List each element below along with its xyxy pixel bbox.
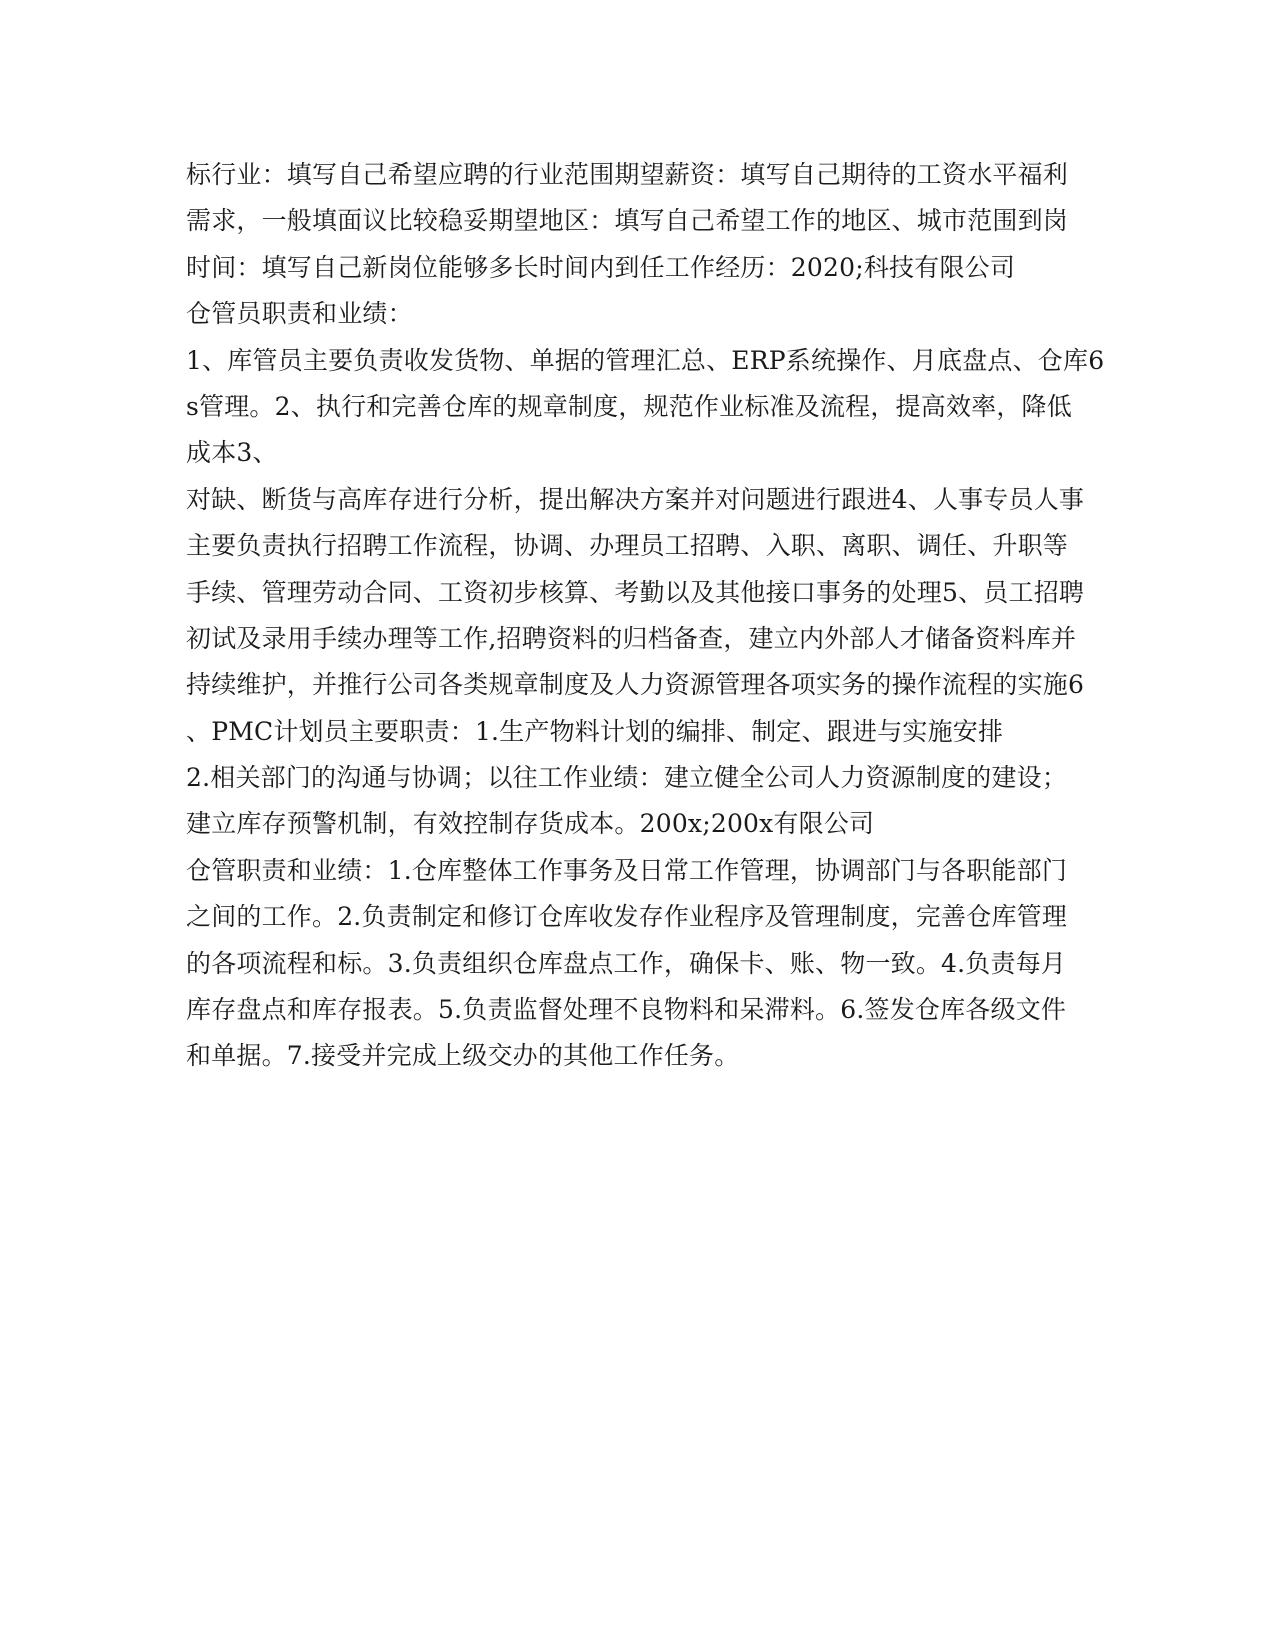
text-line: 之间的工作。2.负责制定和修订仓库收发存作业程序及管理制度，完善仓库管理 bbox=[186, 902, 1068, 932]
text-line: 、PMC计划员主要职责：1.生产物料计划的编排、制定、跟进与实施安排 bbox=[186, 716, 1004, 746]
text-line: 初试及录用手续办理等工作,招聘资料的归档备查，建立内外部人才储备资料库并 bbox=[186, 623, 1077, 653]
text-line: 成本3、 bbox=[186, 438, 278, 468]
text-line: 建立库存预警机制，有效控制存货成本。200x;200x有限公司 bbox=[186, 809, 875, 839]
body-text bbox=[186, 152, 1105, 1080]
text-line: 标行业：填写自己希望应聘的行业范围期望薪资：填写自己期待的工资水平福利 bbox=[186, 160, 1069, 189]
text-line: 持续维护，并推行公司各类规章制度及人力资源管理各项实务的操作流程的实施6 bbox=[186, 670, 1085, 700]
text-line: 的各项流程和标。3.负责组织仓库盘点工作，确保卡、账、物一致。4.负责每月 bbox=[186, 948, 1067, 978]
text-line: 和单据。7.接受并完成上级交办的其他工作任务。 bbox=[186, 1041, 740, 1071]
text-line: 库存盘点和库存报表。5.负责监督处理不良物料和呆滞料。6.签发仓库各级文件 bbox=[186, 995, 1067, 1025]
text-line: 时间：填写自己新岗位能够多长时间内到任工作经历：2020;科技有限公司 bbox=[186, 252, 1016, 282]
text-line: 手续、管理劳动合同、工资初步核算、考勤以及其他接口事务的处理5、员工招聘 bbox=[186, 577, 1085, 607]
text-line: 1、库管员主要负责收发货物、单据的管理汇总、ERP系统操作、月底盘点、仓库6 bbox=[186, 345, 1105, 375]
text-line: 需求，一般填面议比较稳妥期望地区：填写自己希望工作的地区、城市范围到岗 bbox=[186, 206, 1069, 236]
text-line: 仓管职责和业绩：1.仓库整体工作事务及日常工作管理，协调部门与各职能部门 bbox=[186, 855, 1068, 885]
section-heading: 仓管员职责和业绩： bbox=[186, 299, 413, 329]
text-line: s管理。2、执行和完善仓库的规章制度，规范作业标准及流程，提高效率，降低 bbox=[186, 391, 1072, 421]
text-line: 对缺、断货与高库存进行分析，提出解决方案并对问题进行跟进4、人事专员人事 bbox=[186, 484, 1085, 514]
text-line: 2.相关部门的沟通与协调；以往工作业绩：建立健全公司人力资源制度的建设； bbox=[186, 763, 1068, 793]
text-line: 主要负责执行招聘工作流程，协调、办理员工招聘、入职、离职、调任、升职等 bbox=[186, 531, 1069, 561]
